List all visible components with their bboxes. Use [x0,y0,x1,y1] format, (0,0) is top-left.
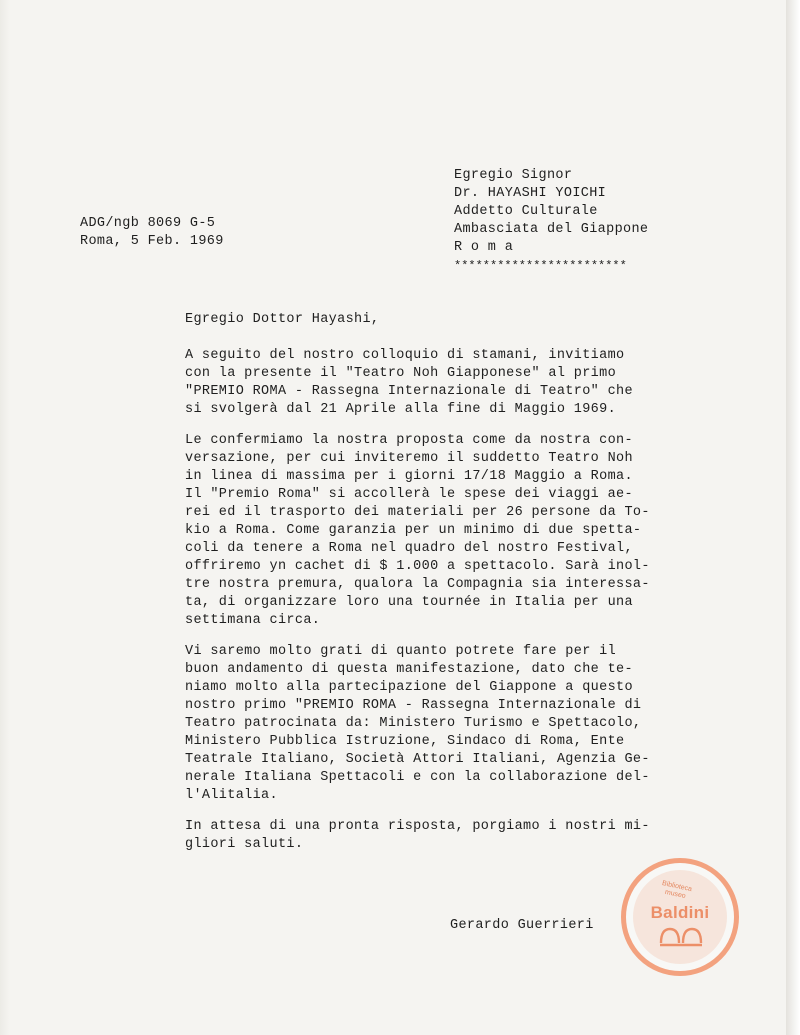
body-paragraph [185,347,725,419]
signature: Gerardo Guerrieri [450,918,594,933]
body-line: nerale Italiana Spettacoli e con la collaborazione del- [185,770,650,785]
body-line: Ministero Pubblica Istruzione, Sindaco di Roma, Ente [185,734,625,749]
body-line: Le confermiamo la nostra proposta come da nostra con- [185,433,633,448]
place-date: Roma, 5 Feb. 1969 [80,234,224,249]
open-books-icon [659,925,703,947]
body-line: rei ed il trasporto dei materiali per 26 persone da To- [185,505,650,520]
salutation: Egregio Dottor Hayashi, [185,312,380,327]
body-line: Vi saremo molto grati di quanto potrete fare per il [185,644,617,659]
body-line: A seguito del nostro colloquio di stamani, invitiamo [185,348,625,363]
body-line: versazione, per cui inviteremo il suddetto Teatro Noh [185,451,633,466]
body-line: tre nostra premura, qualora la Compagnia sia interessa- [185,577,650,592]
reference-block [80,215,224,251]
body-line: Il "Premio Roma" si accollerà le spese dei viaggi ae- [185,487,633,502]
body-line: coli da tenere a Roma nel quadro del nostro Festival, [185,541,633,556]
body-line: gliori saluti. [185,837,304,852]
body-line: Teatro patrocinata da: Ministero Turismo e Spettacolo, [185,716,642,731]
addressee-line: Dr. HAYASHI YOICHI [454,186,607,201]
reference-code: ADG/ngb 8069 G-5 [80,216,216,231]
body-line: in linea di massima per i giorni 17/18 Maggio a Roma. [185,469,633,484]
addressee-line: Addetto Culturale [454,204,598,219]
body-line: buon andamento di questa manifestazione, dato che te- [185,662,633,677]
body-line: con la presente il "Teatro Noh Giapponese" al primo [185,366,617,381]
body-line: kio a Roma. Come garanzia per un minimo di due spetta- [185,523,642,538]
body-paragraph [185,818,725,854]
addressee-line: R o m a [454,240,514,255]
stamp-top-text: Biblioteca museo [661,880,693,901]
body-line: "PREMIO ROMA - Rassegna Internazionale di Teatro" che [185,384,633,399]
letter-body [185,347,725,867]
addressee-line: Ambasciata del Giappone [454,222,649,237]
body-line: l'Alitalia. [185,788,278,803]
body-paragraph [185,643,725,805]
body-line: Teatrale Italiano, Società Attori Italiani, Agenzia Ge- [185,752,650,767]
body-line: nostro primo "PREMIO ROMA - Rassegna Internazionale di [185,698,642,713]
body-line: si svolgerà dal 21 Aprile alla fine di Maggio 1969. [185,402,617,417]
addressee-line: Egregio Signor [454,168,573,183]
body-line: offriremo yn cachet di $ 1.000 a spettacolo. Sarà inol- [185,559,650,574]
body-line: ta, di organizzare loro una tournée in Italia per una [185,595,633,610]
stamp-name: Baldini [650,903,710,922]
body-line: settimana circa. [185,613,321,628]
library-stamp [621,858,739,976]
body-paragraph [185,432,725,630]
addressee-block [454,167,648,273]
body-line: In attesa di una pronta risposta, porgiamo i nostri mi- [185,819,650,834]
addressee-rule: ************************ [454,259,627,273]
body-line: niamo molto alla partecipazione del Giappone a questo [185,680,633,695]
paper-edge-right [786,0,800,1035]
paper-edge-left [0,0,10,1035]
